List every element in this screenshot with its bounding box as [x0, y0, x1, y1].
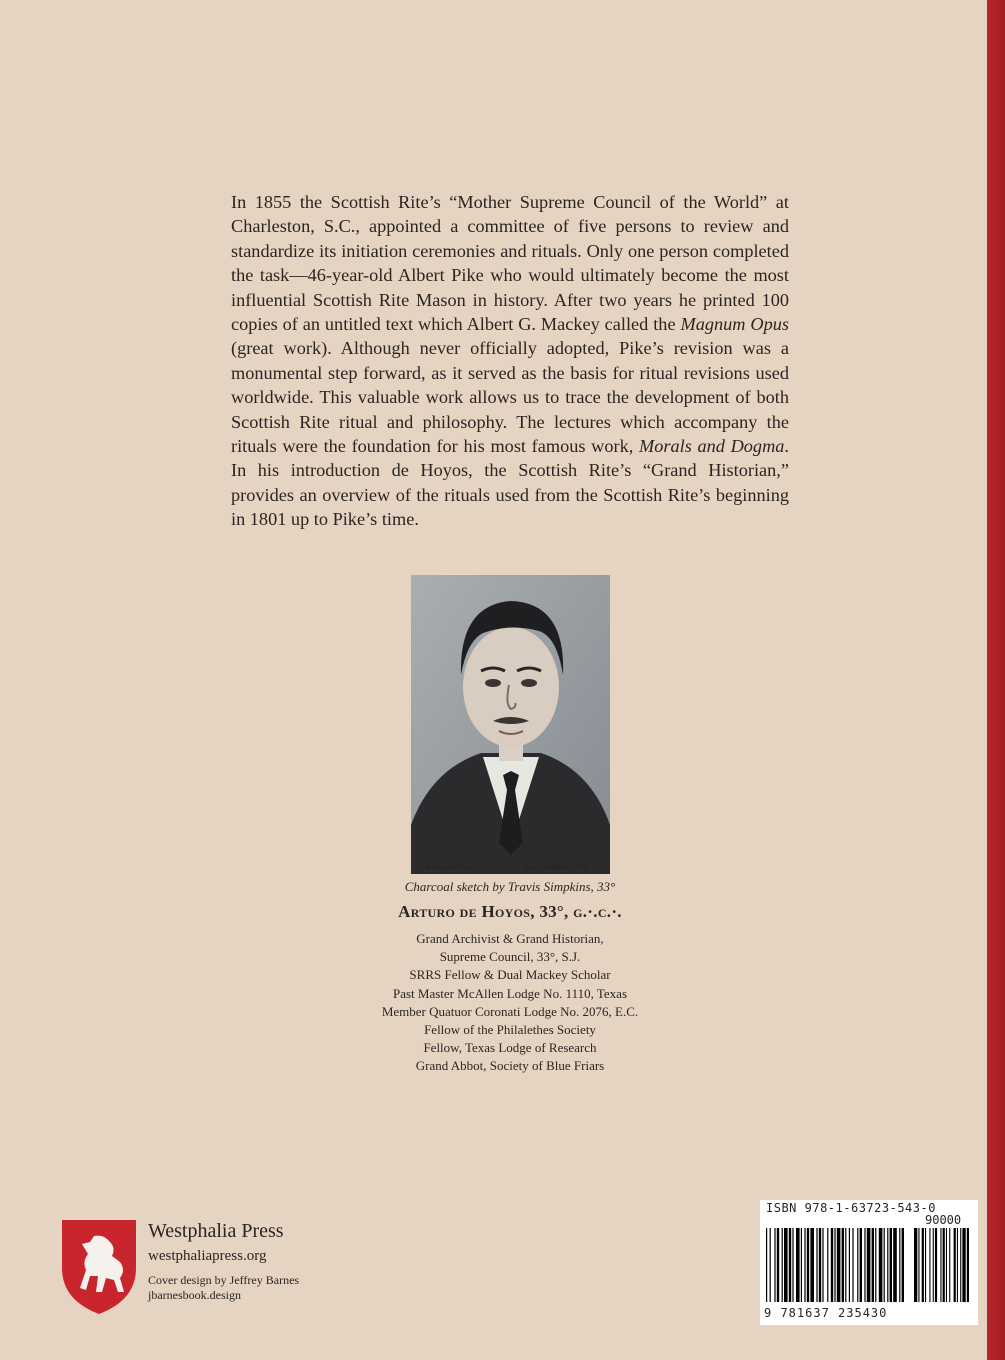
price-code: 90000 — [925, 1213, 962, 1227]
author-name: Arturo de Hoyos, 33°, g.·.c.·. — [398, 902, 622, 921]
isbn-barcode — [760, 1200, 978, 1325]
blurb-text-1: In 1855 the Scottish Rite’s “Mother Supreme Council of the World” at Charleston, S.C., appointed a committee of five persons to review and standardize its initiation ceremonies and rituals. Only one person completed the task—46-year-old Albert Pike who would ultimately become the most influential Scottish Rite Mason in history. After two years he printed 100 copies of an untitled text which Albert G. Mackey called the — [231, 192, 789, 335]
author-credentials — [231, 930, 789, 1076]
blurb-text-2: (great work). Although never officially adopted, Pike’s revision was a monumental step forward, as it served as the basis for ritual revisions used worldwide. This valuable work allows us to trace the development of both Scottish Rite ritual and philosophy. The lectures which accompany the rituals were the foundation for his most famous work, — [231, 338, 789, 457]
blurb-italic-morals-dogma: Morals and Dogma — [639, 436, 785, 457]
blurb-text-3: . In his introduction de Hoyos, the Scottish Rite’s “Grand Historian,” provides an overview of the rituals used from the Scottish Rite’s beginning in 1801 up to Pike’s time. — [231, 436, 789, 530]
design-url: jbarnesbook.design — [148, 1288, 241, 1302]
barcode-bars — [764, 1228, 974, 1306]
signature-left: Arturo de Hoyos — [425, 864, 474, 871]
publisher-name: Westphalia Press — [148, 1220, 284, 1242]
credential-line: Supreme Council, 33°, S.J. — [439, 949, 581, 965]
portrait-sketch — [411, 575, 610, 874]
credential-line: Grand Archivist & Grand Historian, — [416, 931, 604, 946]
portrait-caption: Charcoal sketch by Travis Simpkins, 33° — [404, 879, 616, 894]
design-credit — [148, 1273, 299, 1303]
ean-digits: 9 781637 235430 — [764, 1306, 888, 1320]
back-cover-blurb — [231, 190, 789, 532]
publisher-url: westphaliapress.org — [148, 1248, 267, 1264]
design-credit-text: Cover design by Jeffrey Barnes — [148, 1273, 300, 1287]
isbn-label: ISBN 978-1-63723-543-0 — [766, 1201, 936, 1215]
white-horse-shield-icon — [60, 1218, 138, 1316]
credential-line: Grand Abbot, Society of Blue Friars — [415, 1058, 605, 1074]
spine-edge — [987, 0, 1005, 1360]
blurb-italic-magnum-opus: Magnum Opus — [680, 314, 789, 335]
credential-line: Fellow, Texas Lodge of Research — [423, 1040, 597, 1056]
credential-line: Past Master McAllen Lodge No. 1110, Texas — [392, 985, 627, 1001]
credential-line: Fellow of the Philalethes Society — [424, 1022, 596, 1038]
credential-line: SRRS Fellow & Dual Mackey Scholar — [409, 967, 611, 983]
signature-right: Travis Simpkins 2016 — [523, 864, 587, 871]
publisher-block — [60, 1218, 360, 1318]
credential-line: Member Quatuor Coronati Lodge No. 2076, E.C. — [381, 1003, 639, 1019]
author-portrait — [411, 575, 610, 874]
